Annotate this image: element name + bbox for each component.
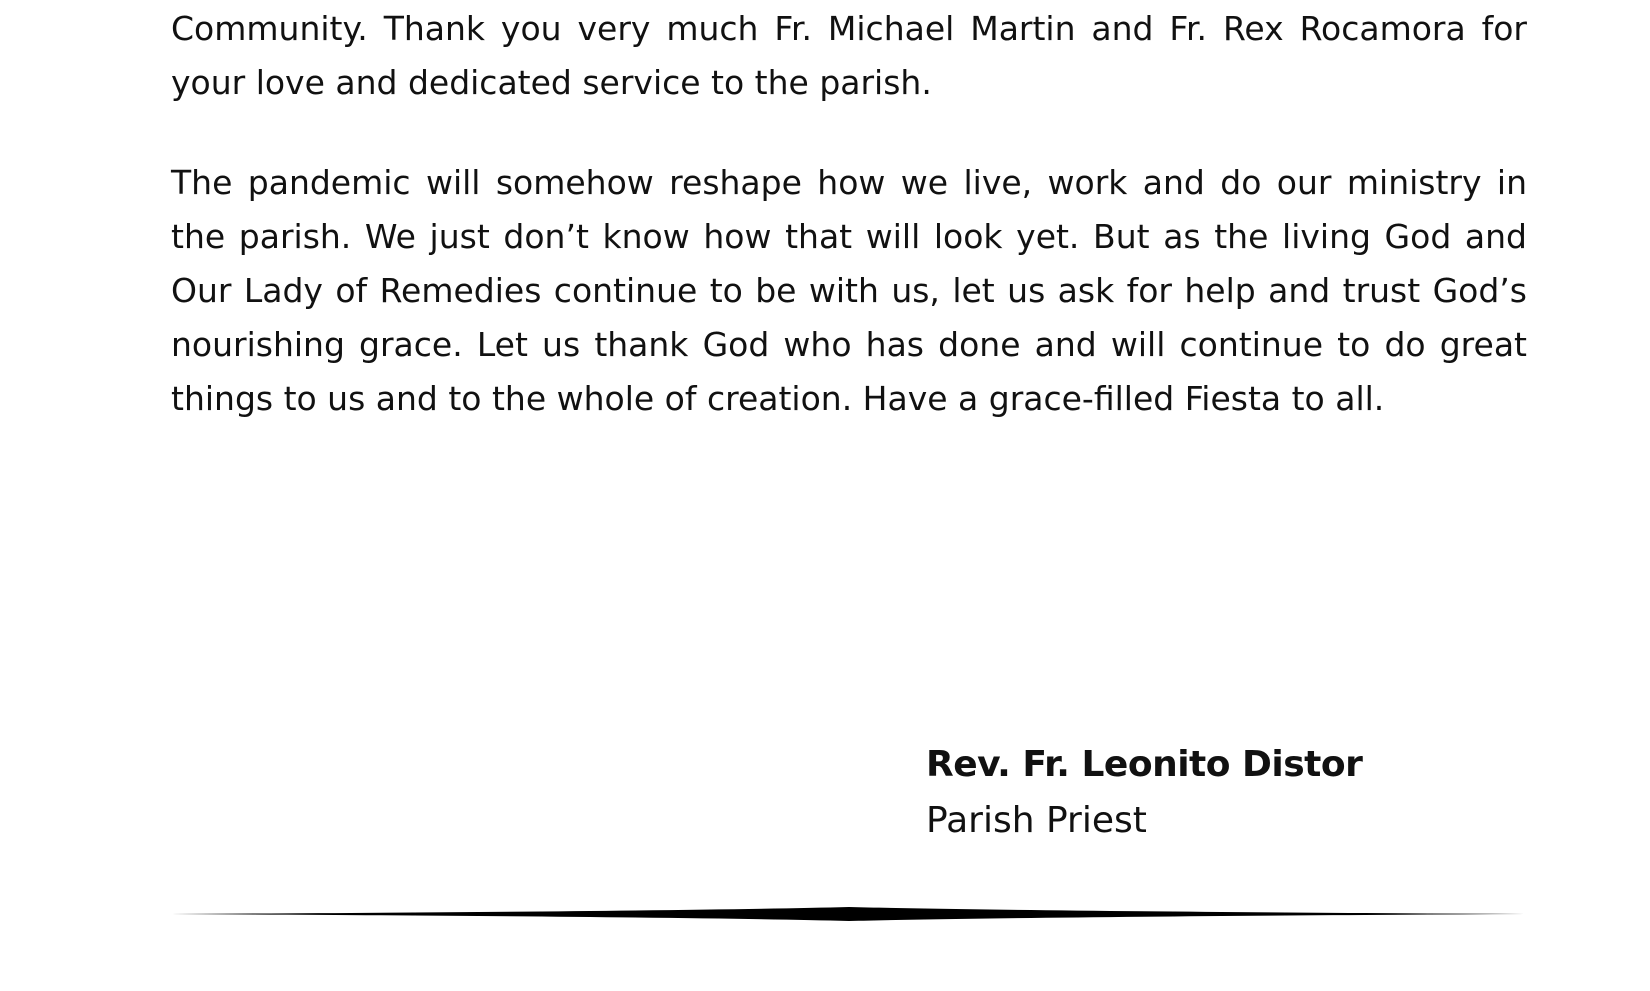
signatory-title: Parish Priest [926,800,1147,841]
signatory-name: Rev. Fr. Leonito Distor [926,744,1363,785]
paragraph-pandemic: The pandemic will somehow reshape how we live, work and do our ministry in the parish. We just don’t know how that will look yet. But as the living God and Our Lady of Remedies continue to be with us, let us ask for help and trust God’s nourishing grace. Let us thank God who has done and will continue to do great things to us and to the whole of creation. Have a grace-filled Fiesta to all. [171,163,1527,418]
tapered-divider-line [171,906,1527,922]
signature-block [926,737,1362,849]
paragraph-thanks: Community. Thank you very much Fr. Michael Martin and Fr. Rex Rocamora for your love and dedicated service to the parish. [171,9,1527,102]
